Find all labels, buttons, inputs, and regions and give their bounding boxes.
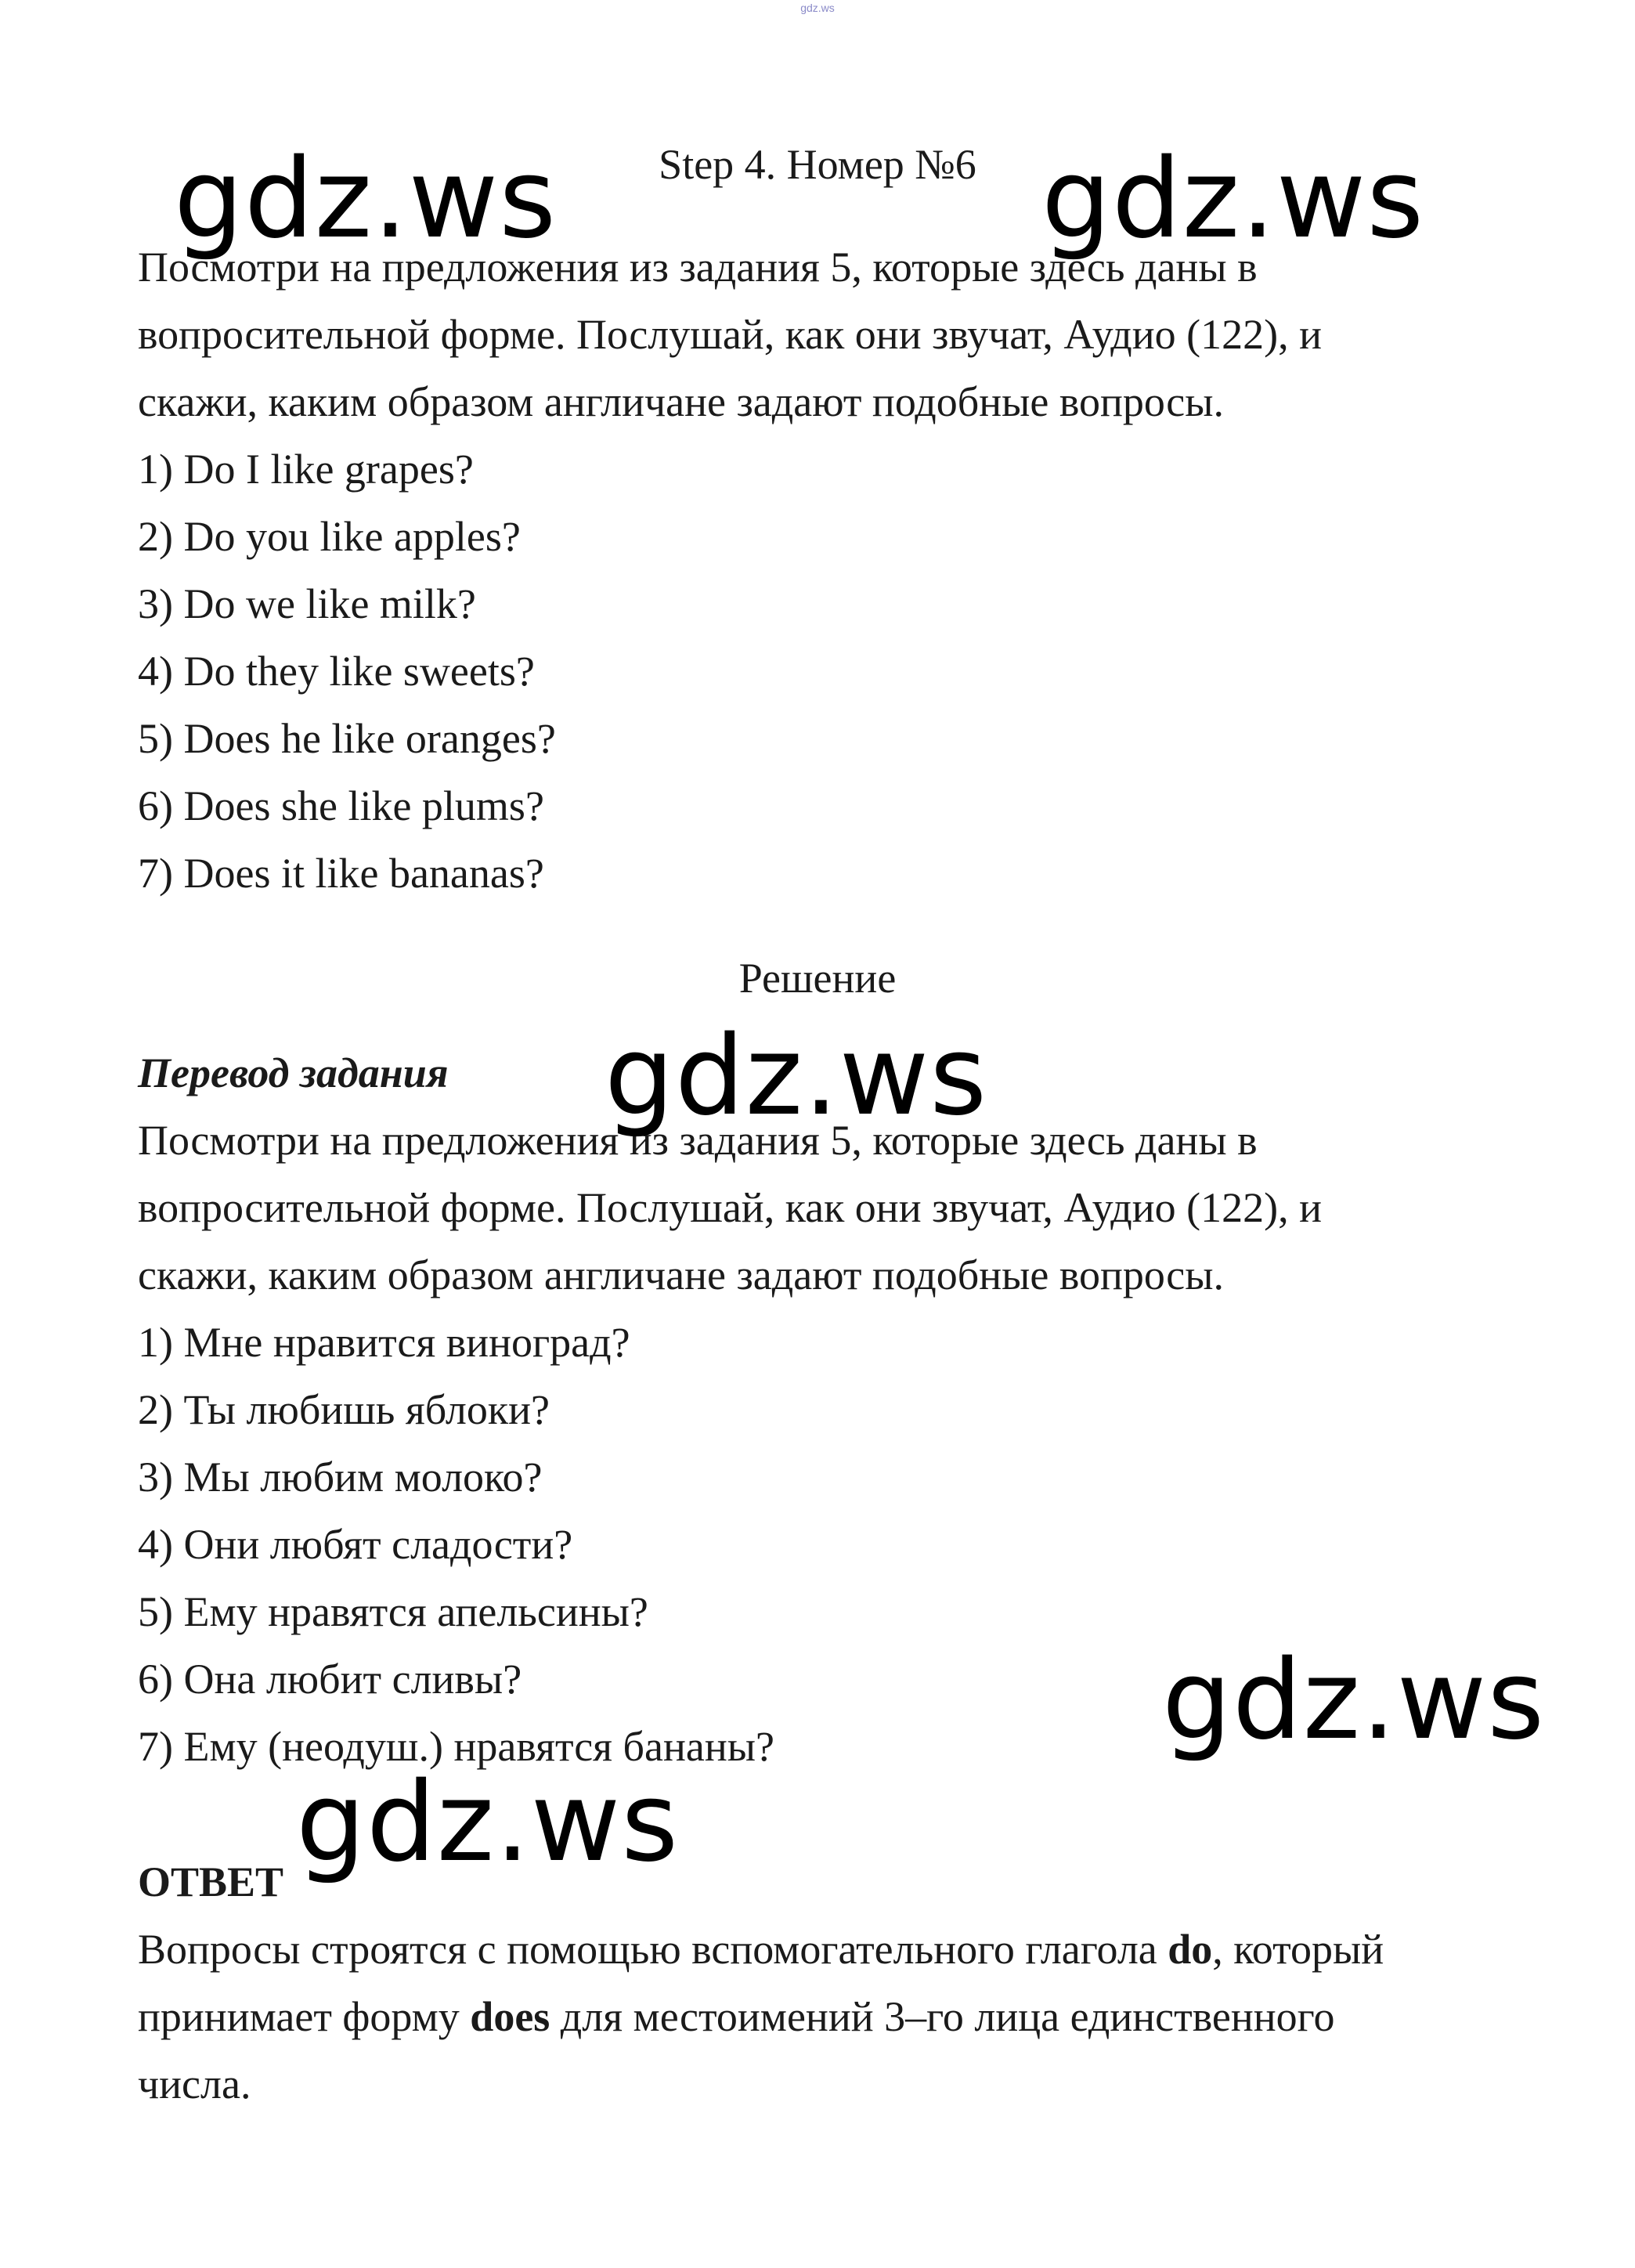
watermark: gdz.ws xyxy=(1041,135,1425,263)
translation-line: Посмотри на предложения из задания 5, которые здесь даны в xyxy=(138,1117,1258,1164)
task-item: 4) Do they like sweets? xyxy=(138,648,535,695)
watermark: gdz.ws xyxy=(605,1013,988,1140)
task-item: 5) Does he like oranges? xyxy=(138,715,556,762)
task-item: 6) Does she like plums? xyxy=(138,782,544,829)
translation-item: 7) Ему (неодуш.) нравятся бананы? xyxy=(138,1723,774,1770)
top-watermark-label: gdz.ws xyxy=(800,2,835,14)
task-item: 7) Does it like bananas? xyxy=(138,850,544,897)
answer-block xyxy=(138,1916,1547,2118)
answer-line: числа. xyxy=(138,2060,251,2107)
task-line: Посмотри на предложения из задания 5, которые здесь даны в xyxy=(138,244,1258,291)
answer-text: для местоимений 3–го лица единственного xyxy=(550,1993,1335,2040)
task-line: скажи, каким образом англичане задают подобные вопросы. xyxy=(138,378,1224,425)
translation-item: 4) Они любят сладости? xyxy=(138,1521,573,1568)
translation-item: 3) Мы любим молоко? xyxy=(138,1454,543,1501)
answer-text: Вопросы строятся с помощью вспомогательного глагола xyxy=(138,1926,1168,1973)
translation-line: вопросительной форме. Послушай, как они звучат, Аудио (122), и xyxy=(138,1184,1322,1231)
solution-heading: Решение xyxy=(738,955,897,1002)
task-line: вопросительной форме. Послушай, как они звучат, Аудио (122), и xyxy=(138,311,1322,358)
task-item: 2) Do you like apples? xyxy=(138,513,521,560)
answer-text: принимает форму xyxy=(138,1993,471,2040)
watermark: gdz.ws xyxy=(296,1759,680,1887)
translation-line: скажи, каким образом англичане задают подобные вопросы. xyxy=(138,1251,1224,1298)
translation-item: 1) Мне нравится виноград? xyxy=(138,1319,630,1366)
task-block xyxy=(138,233,1547,907)
answer-heading: ОТВЕТ xyxy=(138,1858,284,1905)
translation-item: 2) Ты любишь яблоки? xyxy=(138,1386,550,1433)
task-item: 3) Do we like milk? xyxy=(138,580,476,627)
watermark: gdz.ws xyxy=(1162,1637,1546,1764)
translation-item: 5) Ему нравятся апельсины? xyxy=(138,1588,648,1635)
answer-keyword-does: does xyxy=(470,1993,550,2040)
answer-line xyxy=(138,1916,1547,1983)
task-item: 1) Do I like grapes? xyxy=(138,446,474,493)
watermark: gdz.ws xyxy=(174,135,558,263)
answer-text: , который xyxy=(1212,1926,1384,1973)
translation-item: 6) Она любит сливы? xyxy=(138,1656,522,1703)
translation-heading: Перевод задания xyxy=(138,1049,449,1096)
answer-keyword-do: do xyxy=(1168,1926,1213,1973)
answer-line xyxy=(138,1983,1547,2050)
page-title: Step 4. Номер №6 xyxy=(659,141,976,188)
